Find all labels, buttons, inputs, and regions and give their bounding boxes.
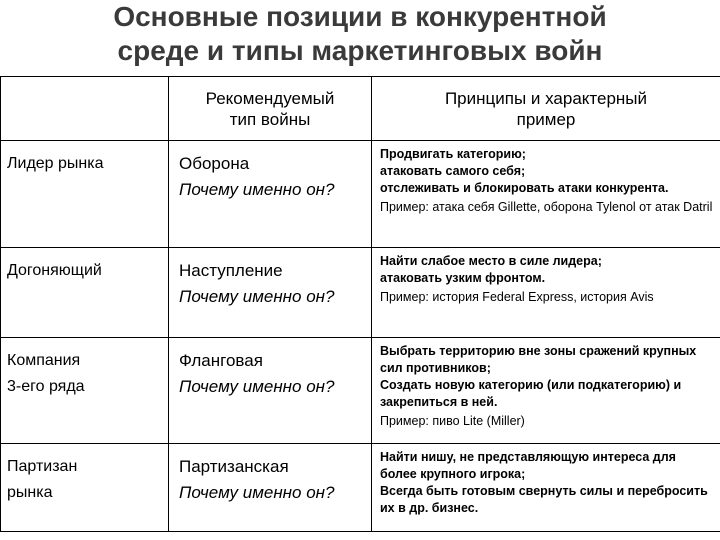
header-cell-war-type: [169, 77, 372, 141]
principle-line: атаковать узким фронтом.: [380, 271, 546, 285]
position-label: Догоняющий: [7, 262, 102, 279]
principle-line: Выбрать территорию вне зоны сражений крупных сил противников;: [380, 344, 697, 375]
principle-cell: [372, 444, 720, 532]
principle-cell: [372, 141, 720, 248]
example-text: Пример: история Federal Express, история Avis: [380, 290, 654, 304]
position-cell: [1, 141, 169, 248]
position-label-line-2: рынка: [7, 484, 53, 501]
principle-line: Всегда быть готовым свернуть силы и перебросить их в др. бизнес.: [380, 484, 708, 515]
why-question: Почему именно он?: [179, 180, 335, 199]
header-war-type-line-1: Рекомендуемый: [205, 88, 335, 108]
war-cell: [169, 338, 372, 444]
why-question: Почему именно он?: [179, 377, 335, 396]
position-label-line-2: 3-его ряда: [7, 378, 85, 395]
principle-line: Найти слабое место в силе лидера;: [380, 254, 602, 268]
position-cell: [1, 444, 169, 532]
position-cell: [1, 248, 169, 338]
example-text: Пример: пиво Lite (Miller): [380, 414, 525, 428]
header-cell-principles: [372, 77, 720, 141]
header-cell-empty: [1, 77, 169, 141]
principle-line: Найти нишу, не представляющую интереса для более крупного игрока;: [380, 450, 676, 481]
principle-line: Продвигать категорию;: [380, 147, 526, 161]
example-text: Пример: атака себя Gillette, оборона Tylenol от атак Datril: [380, 200, 713, 214]
principle-cell: [372, 338, 720, 444]
table-row: [1, 444, 720, 532]
table-header-row: [1, 77, 720, 141]
why-question: Почему именно он?: [179, 287, 335, 306]
principle-line: Создать новую категорию (или подкатегорию) и закрепиться в ней.: [380, 378, 682, 409]
position-cell: [1, 338, 169, 444]
marketing-wars-table: [0, 76, 720, 532]
header-war-type-line-2: тип войны: [229, 109, 311, 129]
war-type: Наступление: [179, 261, 283, 280]
principle-line: атаковать самого себя;: [380, 164, 526, 178]
position-label: Партизан: [7, 458, 78, 475]
header-principles-line-2: пример: [516, 109, 576, 129]
table-row: [1, 248, 720, 338]
war-type: Партизанская: [179, 457, 289, 476]
table-row: [1, 141, 720, 248]
position-label: Компания: [7, 352, 81, 369]
war-cell: [169, 141, 372, 248]
title-line-2: среде и типы маркетинговых войн: [117, 35, 603, 66]
principle-cell: [372, 248, 720, 338]
page-title: [0, 0, 720, 72]
title-line-1: Основные позиции в конкурентной: [113, 1, 607, 32]
header-principles-line-1: Принципы и характерный: [444, 88, 648, 108]
war-cell: [169, 248, 372, 338]
war-type: Фланговая: [179, 351, 263, 370]
table-row: [1, 338, 720, 444]
principle-line: отслеживать и блокировать атаки конкурента.: [380, 181, 669, 195]
war-type: Оборона: [179, 154, 250, 173]
why-question: Почему именно он?: [179, 483, 335, 502]
position-label: Лидер рынка: [7, 155, 104, 172]
war-cell: [169, 444, 372, 532]
